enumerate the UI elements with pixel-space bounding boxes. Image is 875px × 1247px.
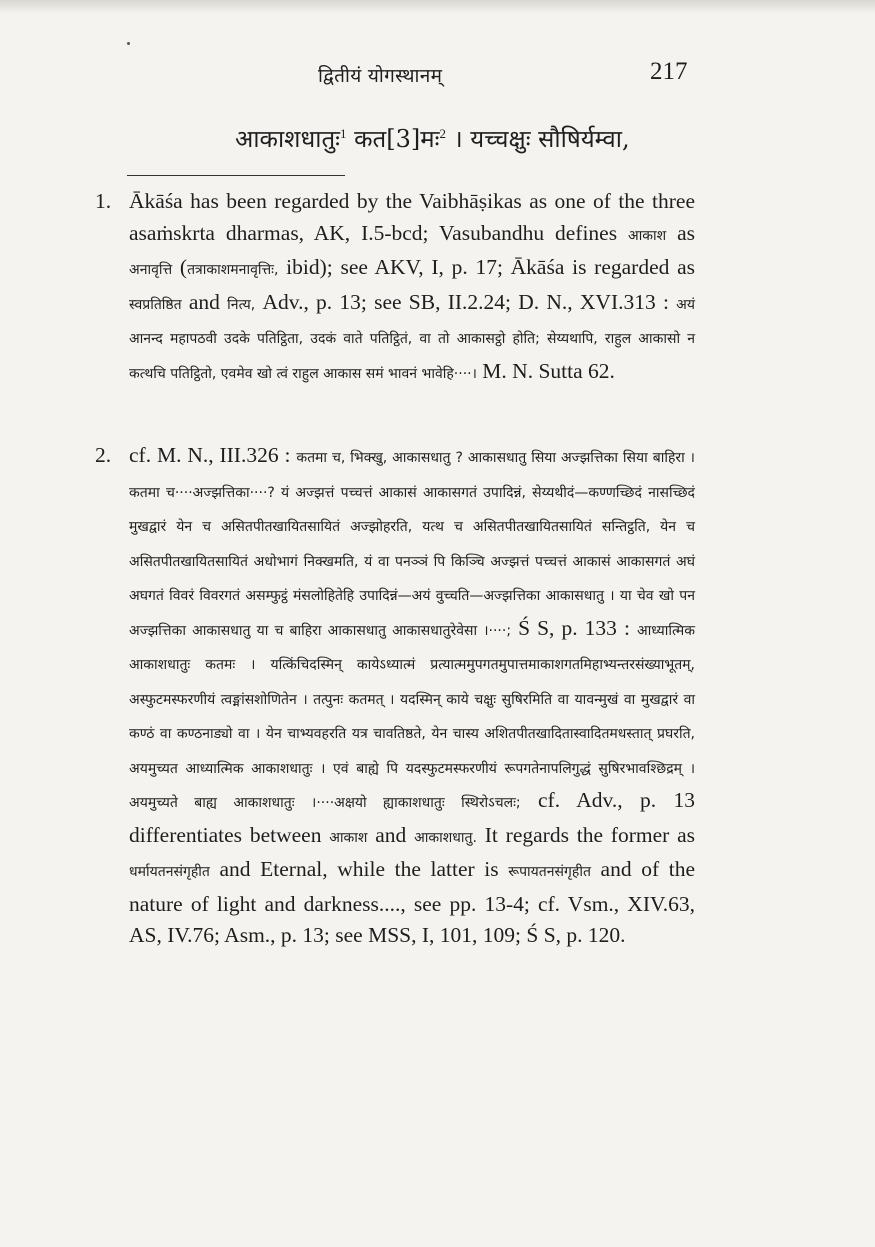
footnote-body — [129, 186, 695, 390]
roman-text: ( — [172, 255, 188, 279]
roman-text: cf. M. N., III.326 : — [129, 443, 297, 467]
devanagari-text: आकाशधातु. — [414, 829, 477, 846]
footnote-rule — [127, 175, 345, 176]
roman-text: and — [367, 822, 415, 847]
roman-text: cf. Adv., p. 13 differentiates between — [129, 788, 695, 847]
devanagari-text: अनावृत्ति — [129, 262, 173, 278]
roman-text: Ākāśa has been regarded by the Vaibhāṣikas as one of the three asaṁskrta dharmas, AK, I.5-bcd; Vasubandhu defines — [129, 189, 695, 245]
footnote-number: 2. — [95, 443, 112, 467]
devanagari-text: धर्मायतनसंगृहीत — [129, 864, 210, 880]
footnote-2 — [95, 440, 695, 952]
devanagari-text: कतमा च, भिक्खु, आकासधातु ? आकासधातु सिया अज्झत्तिका सिया बाहिरा । कतमा च····अज्झत्तिका····? यं अज्झत्तं पच्चत्तं आकासं आकासगतं उपादिन्नं, सेय्यथीदं—कण्णच्छिदं नासच्छिदं मुखद्वारं येन च असितपीतखायितसायितं अज्झोहरति, यत्थ च असितपीतखायितसायितं सन्तिट्ठति, येन च असितपीतखायितसायितं अधोभागं निक्खमति, यं वा पनञ्ञं पि किञ्चि अज्झत्तं पच्चत्तं आकासं आकासगतं अघं अघगतं विवरं विवरगतं असम्फुट्ठं मंसलोहितेहि उपादिन्नं—अयं वुच्चति—अज्झत्तिका आकासधातु । या चेव खो पन अज्झत्तिका आकासधातु या च बाहिरा आकासधातु आकासधातुरेवेसा ।····; — [129, 450, 695, 639]
running-title: द्वितीयं योगस्थानम् — [318, 65, 443, 87]
devanagari-text: स्वप्रतिष्ठित — [129, 296, 182, 313]
page-number: 217 — [650, 58, 688, 85]
devanagari-text: आकाश — [329, 829, 368, 846]
footnote-ref[interactable]: 1 — [340, 126, 347, 141]
roman-text: ibid); see AKV, I, p. 17; Ākāśa is regarded as — [278, 255, 695, 279]
main-text-line — [235, 122, 630, 155]
footnote-ref[interactable]: 2 — [439, 126, 446, 141]
devanagari-text: नित्य, — [227, 296, 256, 313]
roman-text: and of the nature of light and darkness...., see pp. 13-4; cf. Vsm., XIV.63, AS, IV.76; Asm., p. 13; see MSS, I, 101, 109; Ś S, p. 120. — [129, 857, 696, 947]
footnote-body — [129, 440, 695, 952]
main-text-part: । यच्चक्षुः सौषिर्यम्वा, — [445, 125, 630, 153]
roman-text: It regards the former as — [476, 822, 696, 847]
roman-text: Ś S, p. 133 : — [511, 615, 637, 640]
devanagari-text: आध्यात्मिक आकाशधातुः कतमः । यत्किंचिदस्मिन् कायेऽध्यात्मं प्रत्यात्ममुपगतमुपात्तमाकाशगतमिहाभ्यन्तरसंख्याभूतम्, अस्फुटमस्फरणीयं त्वङ्मांसशोणितेन । तत्पुनः कतमत् । यदस्मिन् काये चक्षुः सुषिरमिति वा यावन्मुखं वा मुखद्वारं वा कण्ठं वा कण्ठनाड्यो वा । येन चाभ्यवहरति यत्र चावतिष्ठते, येन चास्य अशितपीतखादितास्वादितमधस्तात् प्रघरति, अयमुच्यत आध्यात्मिक आकाशधातुः । एवं बाह्ये पि यदस्फुटमस्फरणीयं रूपगतेनापलिगुद्धं सुषिरभावश्छिद्रम् । अयमुच्यते बाह्य आकाशधातुः ।····अक्षयो ह्याकाशधातुः स्थिरोऽचलः; — [129, 622, 696, 811]
roman-text: and — [181, 289, 228, 314]
roman-text: as — [666, 220, 695, 245]
devanagari-text: तत्राकाशमनावृत्तिः, — [187, 262, 279, 278]
roman-text: M. N. Sutta 62. — [476, 358, 615, 383]
main-text-part: कत[3]मः — [346, 125, 440, 153]
scan-top-edge — [0, 0, 875, 14]
footnote-1 — [95, 186, 695, 390]
roman-text: and Eternal, while the latter is — [209, 857, 509, 881]
footnote-number: 1. — [95, 189, 112, 213]
devanagari-text: आकाश — [627, 227, 667, 244]
main-text-part: आकाशधातुः — [235, 125, 340, 153]
devanagari-text: रूपायतनसंगृहीत — [508, 864, 591, 880]
roman-text: Adv., p. 13; see SB, II.2.24; D. N., XVI.313 : — [255, 289, 677, 314]
devanagari-text: अयं आनन्द महापठवी उदके पतिट्ठिता, उदकं वाते पतिट्ठितं, वा तो आकासट्ठो होति; सेय्यथापि, राहुल आकासो न कत्थचि पतिट्ठितो, एवमेव खो त्वं राहुल आकास समं भावनं भावेहि····। — [129, 296, 695, 382]
paper-speck — [127, 42, 130, 45]
